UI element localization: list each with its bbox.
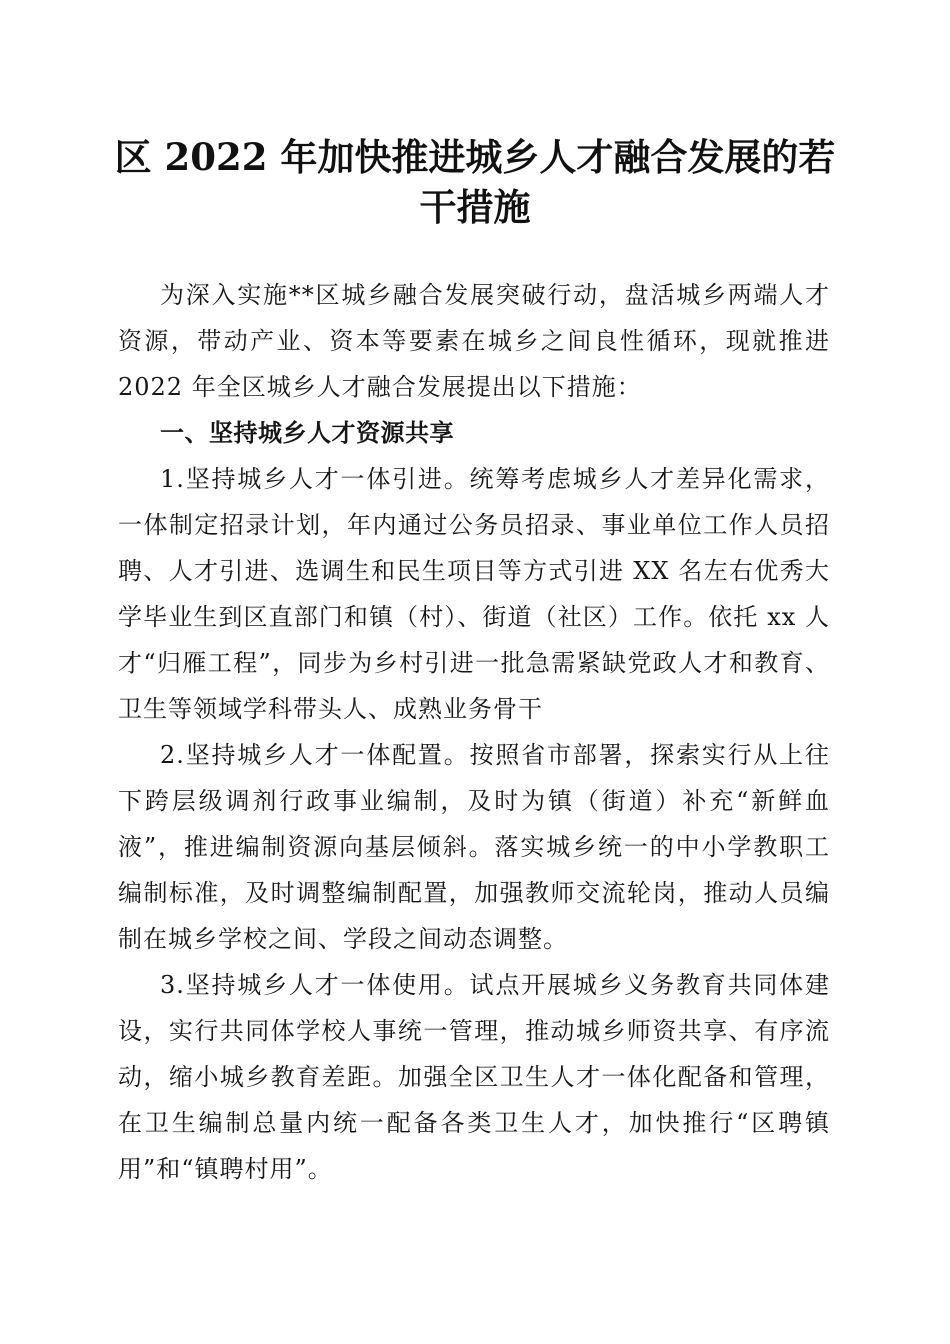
item-paragraph-3: 3.坚持城乡人才一体使用。试点开展城乡义务教育共同体建设，实行共同体学校人事统一管理，推动城乡师资共享、有序流动，缩小城乡教育差距。加强全区卫生人才一体化配备和管理，在卫生编制总量内统一配备各类卫生人才，加快推行“区聘镇用”和“镇聘村用”。 bbox=[118, 971, 830, 1183]
document-body bbox=[118, 272, 830, 1192]
item-paragraph-2: 2.坚持城乡人才一体配置。按照省市部署，探索实行从上往下跨层级调剂行政事业编制，及时为镇（街道）补充“新鲜血液”，推进编制资源向基层倾斜。落实城乡统一的中小学教职工编制标准，及时调整编制配置，加强教师交流轮岗，推动人员编制在城乡学校之间、学段之间动态调整。 bbox=[118, 741, 830, 953]
item-paragraph-1: 1.坚持城乡人才一体引进。统筹考虑城乡人才差异化需求，一体制定招录计划，年内通过公务员招录、事业单位工作人员招聘、人才引进、选调生和民生项目等方式引进 XX 名左右优秀大学毕业生到区直部门和镇（村）、街道（社区）工作。依托 xx 人才“归雁工程”，同步为乡村引进一批急需紧缺党政人才和教育、卫生等领域学科带头人、成熟业务骨干 bbox=[118, 465, 830, 723]
intro-paragraph: 为深入实施**区城乡融合发展突破行动，盘活城乡两端人才资源，带动产业、资本等要素在城乡之间良性循环，现就推进 2022 年全区城乡人才融合发展提出以下措施： bbox=[118, 281, 830, 401]
section-heading: 一、坚持城乡人才资源共享 bbox=[160, 419, 454, 447]
document-title: 区 2022 年加快推进城乡人才融合发展的若干措施 bbox=[114, 135, 836, 229]
